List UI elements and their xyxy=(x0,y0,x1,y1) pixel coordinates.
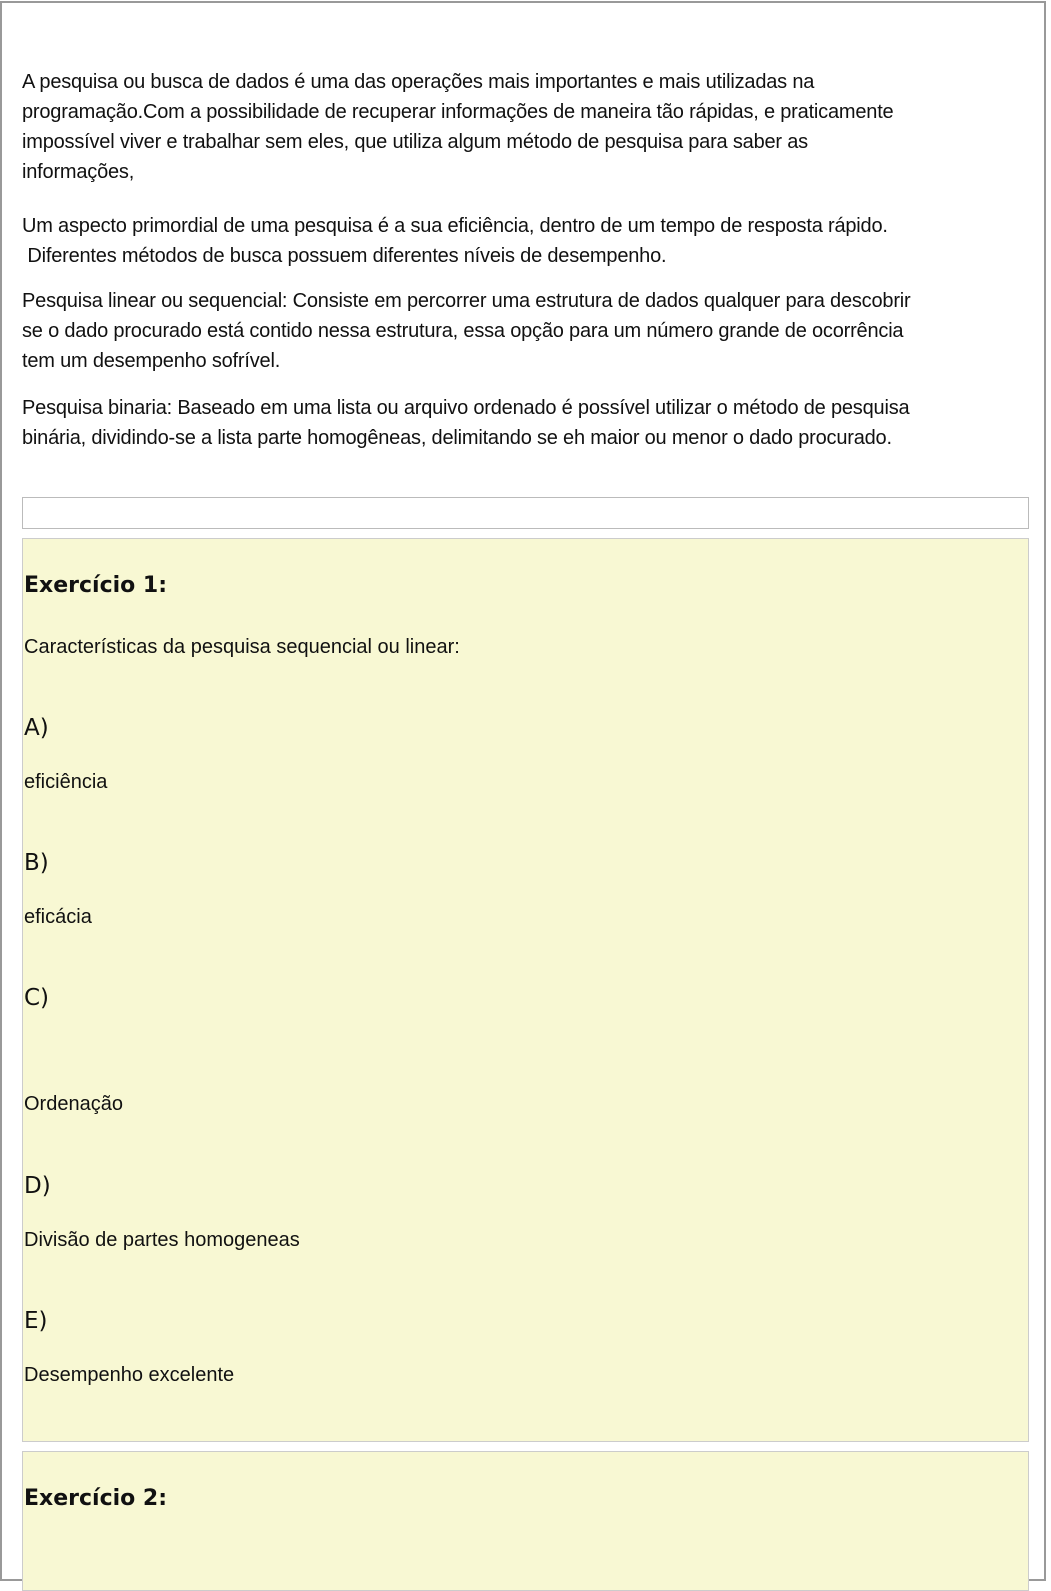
option-b-text[interactable]: eficácia xyxy=(24,906,92,928)
text-line: Diferentes métodos de busca possuem diferentes níveis de desempenho. xyxy=(22,245,667,267)
text-line: binária, dividindo-se a lista parte homogêneas, delimitando se eh maior ou menor o dado procurado. xyxy=(22,427,892,449)
empty-box xyxy=(22,497,1029,529)
option-a-text[interactable]: eficiência xyxy=(24,771,108,793)
option-a-letter[interactable]: A) xyxy=(24,715,49,741)
text-line: informações, xyxy=(22,161,135,183)
text-line: se o dado procurado está contido nessa estrutura, essa opção para um número grande de ocorrência xyxy=(22,320,904,342)
text-line: Pesquisa linear ou sequencial: Consiste em percorrer uma estrutura de dados qualquer para descobrir xyxy=(22,290,911,312)
option-b-letter[interactable]: B) xyxy=(24,850,49,876)
exercise-2 xyxy=(22,1451,1029,1591)
exercise-title: Exercício 2: xyxy=(24,1486,168,1511)
option-d-text[interactable]: Divisão de partes homogeneas xyxy=(24,1229,300,1251)
text-line: Um aspecto primordial de uma pesquisa é a sua eficiência, dentro de um tempo de resposta rápido. xyxy=(22,215,888,237)
text-line: Pesquisa binaria: Baseado em uma lista ou arquivo ordenado é possível utilizar o método de pesquisa xyxy=(22,397,910,419)
option-d-letter[interactable]: D) xyxy=(24,1173,51,1199)
option-c-letter[interactable]: C) xyxy=(24,985,50,1011)
text-line: A pesquisa ou busca de dados é uma das operações mais importantes e mais utilizadas na xyxy=(22,71,815,93)
exercise-1 xyxy=(22,538,1029,1442)
option-e-letter[interactable]: E) xyxy=(24,1308,48,1334)
option-c-text[interactable]: Ordenação xyxy=(24,1093,123,1115)
text-line: programação.Com a possibilidade de recuperar informações de maneira tão rápidas, e praticamente xyxy=(22,101,894,123)
exercise-title: Exercício 1: xyxy=(24,573,168,598)
text-line: impossível viver e trabalhar sem eles, que utiliza algum método de pesquisa para saber as xyxy=(22,131,808,153)
option-e-text[interactable]: Desempenho excelente xyxy=(24,1364,235,1386)
text-line: tem um desempenho sofrível. xyxy=(22,350,281,372)
exercise-question: Características da pesquisa sequencial ou linear: xyxy=(24,636,460,658)
